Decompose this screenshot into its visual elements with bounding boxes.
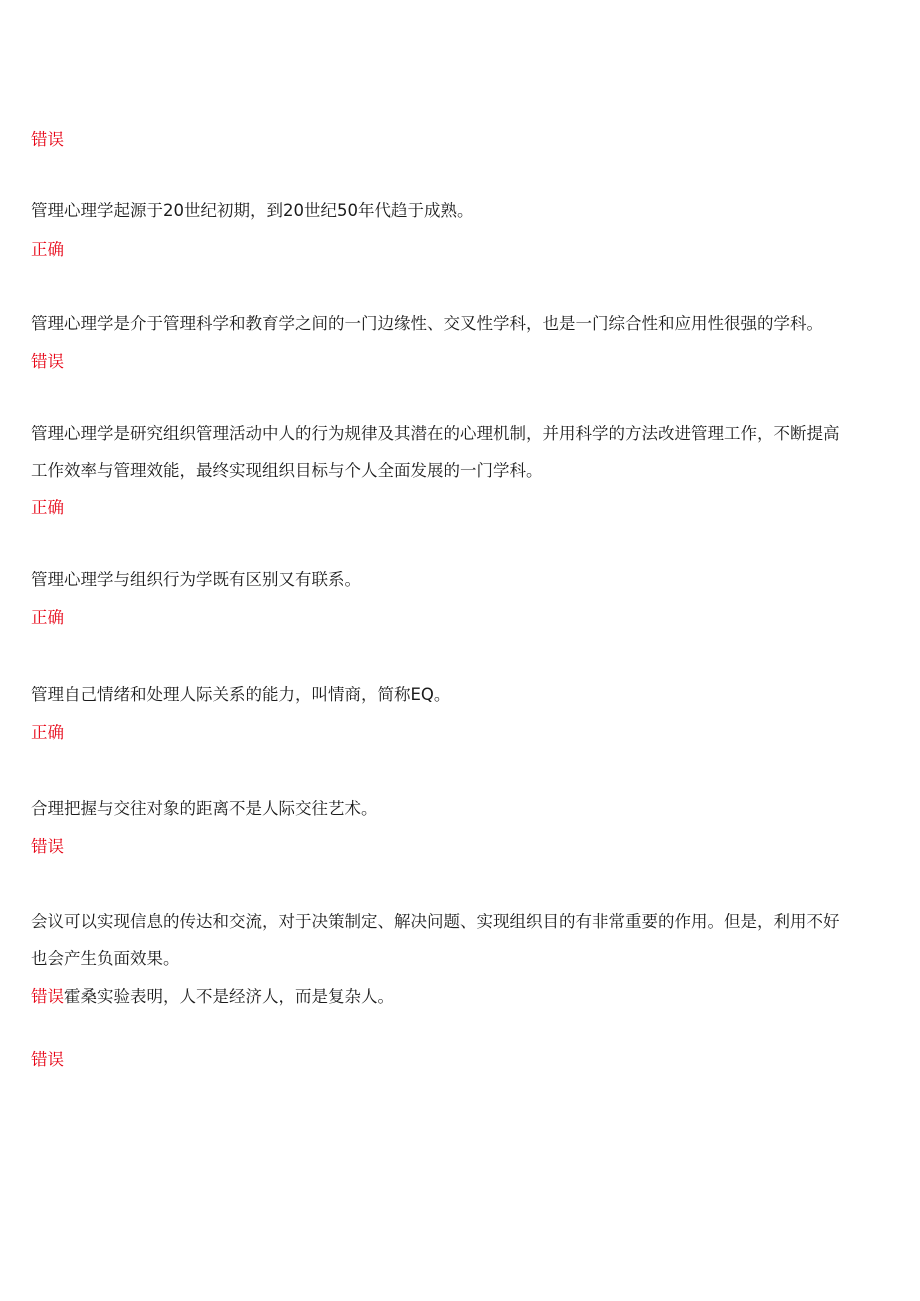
question-2: 管理心理学起源于20世纪初期，到20世纪50年代趋于成熟。 [31,201,474,220]
answer-7: 错误 [31,837,64,856]
question-8-line-1: 会议可以实现信息的传达和交流，对于决策制定、解决问题、实现组织目的有非常重要的作用。但是，利用不好 [31,912,840,931]
answer-8-row [31,987,394,1007]
question-8-line-2: 也会产生负面效果。 [31,949,180,968]
answer-4: 正确 [31,498,64,517]
answer-5: 正确 [31,608,64,627]
question-7: 合理把握与交往对象的距离不是人际交往艺术。 [31,799,378,818]
answer-6: 正确 [31,723,64,742]
answer-9: 错误 [31,1050,64,1069]
question-4-line-1: 管理心理学是研究组织管理活动中人的行为规律及其潜在的心理机制，并用科学的方法改进管理工作，不断提高 [31,424,840,443]
answer-8: 错误 [31,987,64,1006]
answer-1: 错误 [31,130,64,149]
question-5: 管理心理学与组织行为学既有区别又有联系。 [31,570,361,589]
answer-3: 错误 [31,352,64,371]
question-9: 霍桑实验表明，人不是经济人，而是复杂人。 [64,987,394,1006]
question-4-line-2: 工作效率与管理效能，最终实现组织目标与个人全面发展的一门学科。 [31,461,543,480]
question-3: 管理心理学是介于管理科学和教育学之间的一门边缘性、交叉性学科，也是一门综合性和应用性很强的学科。 [31,314,823,333]
answer-2: 正确 [31,240,64,259]
question-6: 管理自己情绪和处理人际关系的能力，叫情商，简称EQ。 [31,685,451,704]
